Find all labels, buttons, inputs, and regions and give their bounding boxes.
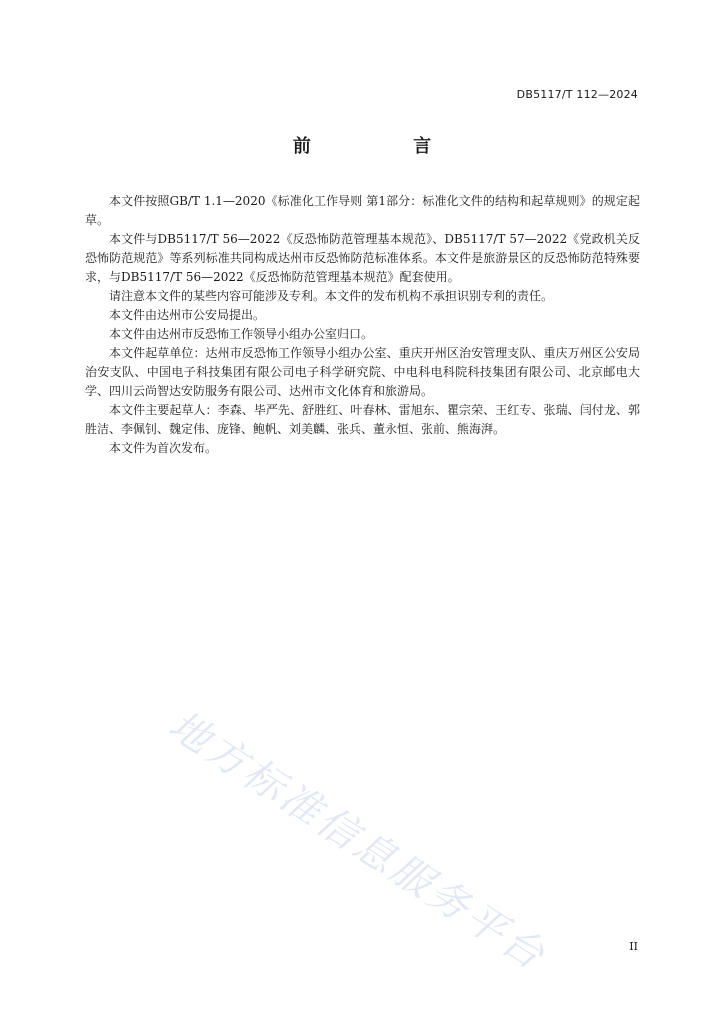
paragraph: 本文件主要起草人：李森、毕严先、舒胜红、叶春林、雷旭东、瞿宗荣、王红专、张瑞、闫付龙、郭胜洁、李佩钊、魏定伟、庞锋、鲍帆、刘美麟、张兵、董永恒、张前、熊海湃。 bbox=[85, 403, 640, 436]
section-title: 前 言 bbox=[292, 136, 480, 157]
paragraph: 本文件起草单位：达州市反恐怖工作领导小组办公室、重庆开州区治安管理支队、重庆万州区公安局治安支队、中国电子科技集团有限公司电子科学研究院、中电科电科院科技集团有限公司、北京邮电大学、四川云尚智达安防服务有限公司、达州市文化体育和旅游局。 bbox=[85, 346, 640, 398]
paragraph: 本文件按照GB/T 1.1—2020《标准化工作导则 第1部分：标准化文件的结构和起草规则》的规定起草。 bbox=[85, 194, 640, 227]
watermark: 地方标准信息服务平台 bbox=[160, 702, 555, 981]
paragraph: 本文件为首次发布。 bbox=[109, 441, 218, 455]
foreword-body bbox=[85, 192, 640, 458]
paragraph: 本文件与DB5117/T 56—2022《反恐怖防范管理基本规范》、DB5117/T 57—2022《党政机关反恐怖防范规范》等系列标准共同构成达州市反恐怖防范标准体系。本文件是旅游景区的反恐怖防范特殊要求，与DB5117/T 56—2022《反恐怖防范管理基本规范》配套使用。 bbox=[85, 232, 640, 284]
paragraph: 本文件由达州市公安局提出。 bbox=[109, 308, 266, 322]
page-number: II bbox=[629, 940, 638, 953]
document-code: DB5117/T 112—2024 bbox=[516, 88, 638, 101]
paragraph: 本文件由达州市反恐怖工作领导小组办公室归口。 bbox=[109, 327, 374, 341]
paragraph: 请注意本文件的某些内容可能涉及专利。本文件的发布机构不承担识别专利的责任。 bbox=[109, 289, 554, 303]
